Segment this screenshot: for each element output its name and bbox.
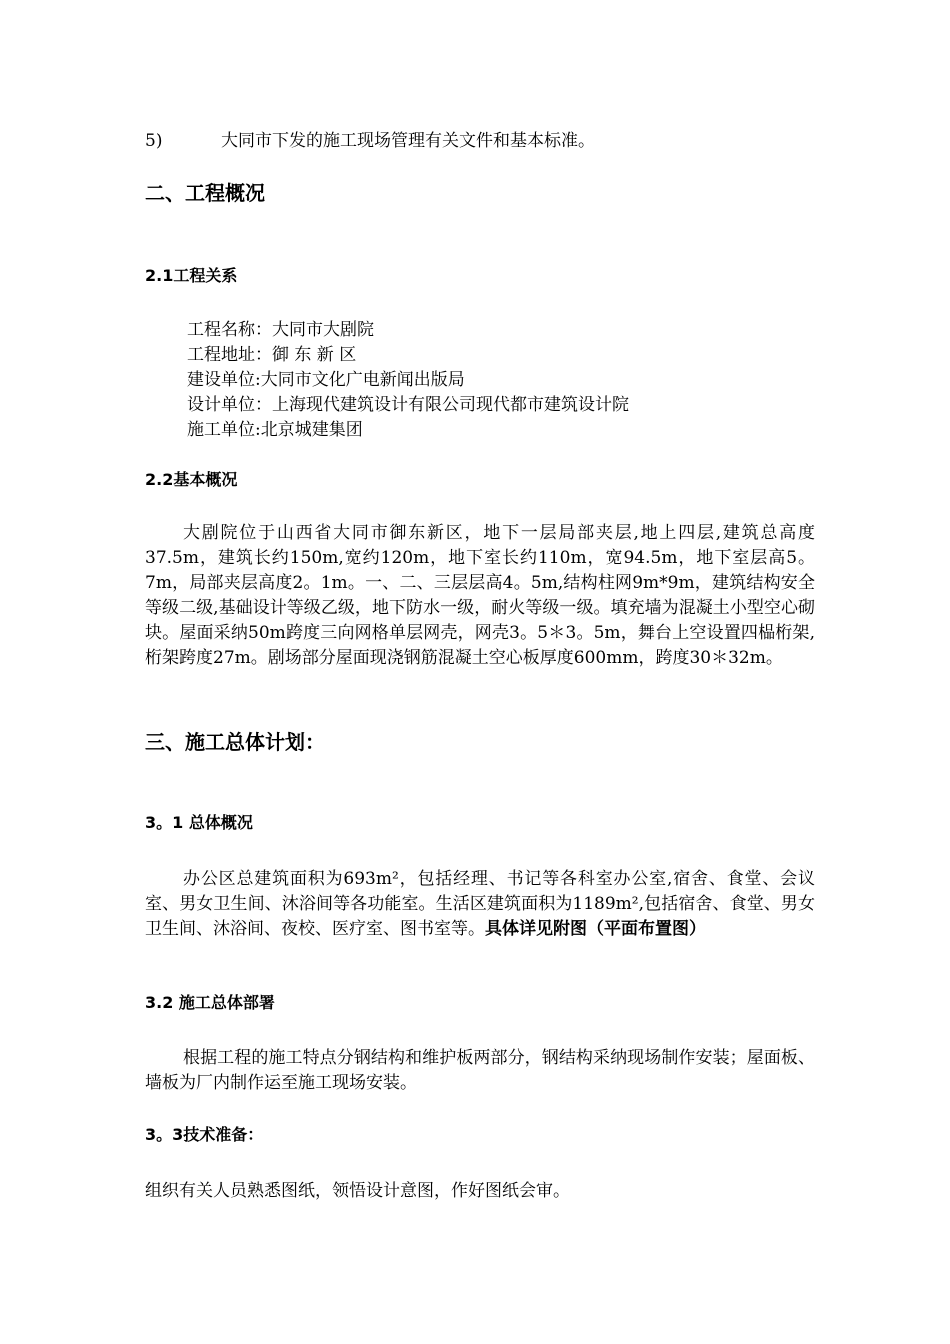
list-number: 5)	[145, 131, 163, 151]
section-3-2-heading: 3.2 施工总体部署	[145, 993, 275, 1012]
general-overview-text: 办公区总建筑面积为693m²，包括经理、书记等各科室办公室,宿舍、食堂、会议室、男女卫生间、沐浴间等各功能室。生活区建筑面积为1189m²,包括宿舍、食堂、男女卫生间、沐浴间、夜校、医疗室、图书室等。	[145, 869, 815, 939]
section-3-1-heading: 3。1 总体概况	[145, 813, 253, 832]
project-info-list	[145, 318, 815, 443]
builder-unit: 施工单位:北京城建集团	[187, 420, 363, 440]
section-3-heading: 三、施工总体计划：	[145, 730, 325, 754]
section-3-3-heading: 3。3技术准备：	[145, 1125, 264, 1144]
project-name: 工程名称：大同市大剧院	[187, 320, 374, 340]
list-text: 大同市下发的施工现场管理有关文件和基本标准。	[221, 131, 595, 151]
basic-overview-paragraph: 大剧院位于山西省大同市御东新区，地下一层局部夹层,地上四层,建筑总高度37.5m，建筑长约150m,宽约120m，地下室长约110m，宽94.5m，地下室层高5。7m，局部夹层高度2。1m。一、二、三层层高4。5m,结构柱网9m*9m，建筑结构安全等级二级,基础设计等级乙级，地下防水一级，耐火等级一级。填充墙为混凝土小型空心砌块。屋面采纳50m跨度三向网格单层网壳，网壳3。5＊3。5m，舞台上空设置四榀桁架,桁架跨度27m。剧场部分屋面现浇钢筋混凝土空心板厚度600mm，跨度30＊32m。	[145, 523, 815, 668]
deployment-paragraph: 根据工程的施工特点分钢结构和维护板两部分，钢结构采纳现场制作安装；屋面板、墙板为厂内制作运至施工现场安装。	[145, 1048, 815, 1093]
list-item-5	[145, 126, 815, 151]
section-2-heading: 二、工程概况	[145, 181, 265, 205]
general-overview-paragraph	[145, 867, 815, 942]
technical-prep-paragraph: 组织有关人员熟悉图纸，领悟设计意图，作好图纸会审。	[145, 1181, 570, 1201]
construction-unit: 建设单位:大同市文化广电新闻出版局	[187, 370, 465, 390]
section-2-2-heading: 2.2基本概况	[145, 470, 238, 489]
project-address: 工程地址：御 东 新 区	[187, 345, 357, 365]
design-unit: 设计单位：上海现代建筑设计有限公司现代都市建筑设计院	[187, 395, 629, 415]
layout-reference-note: 具体详见附图（平面布置图）	[485, 919, 706, 939]
section-2-1-heading: 2.1工程关系	[145, 266, 238, 285]
